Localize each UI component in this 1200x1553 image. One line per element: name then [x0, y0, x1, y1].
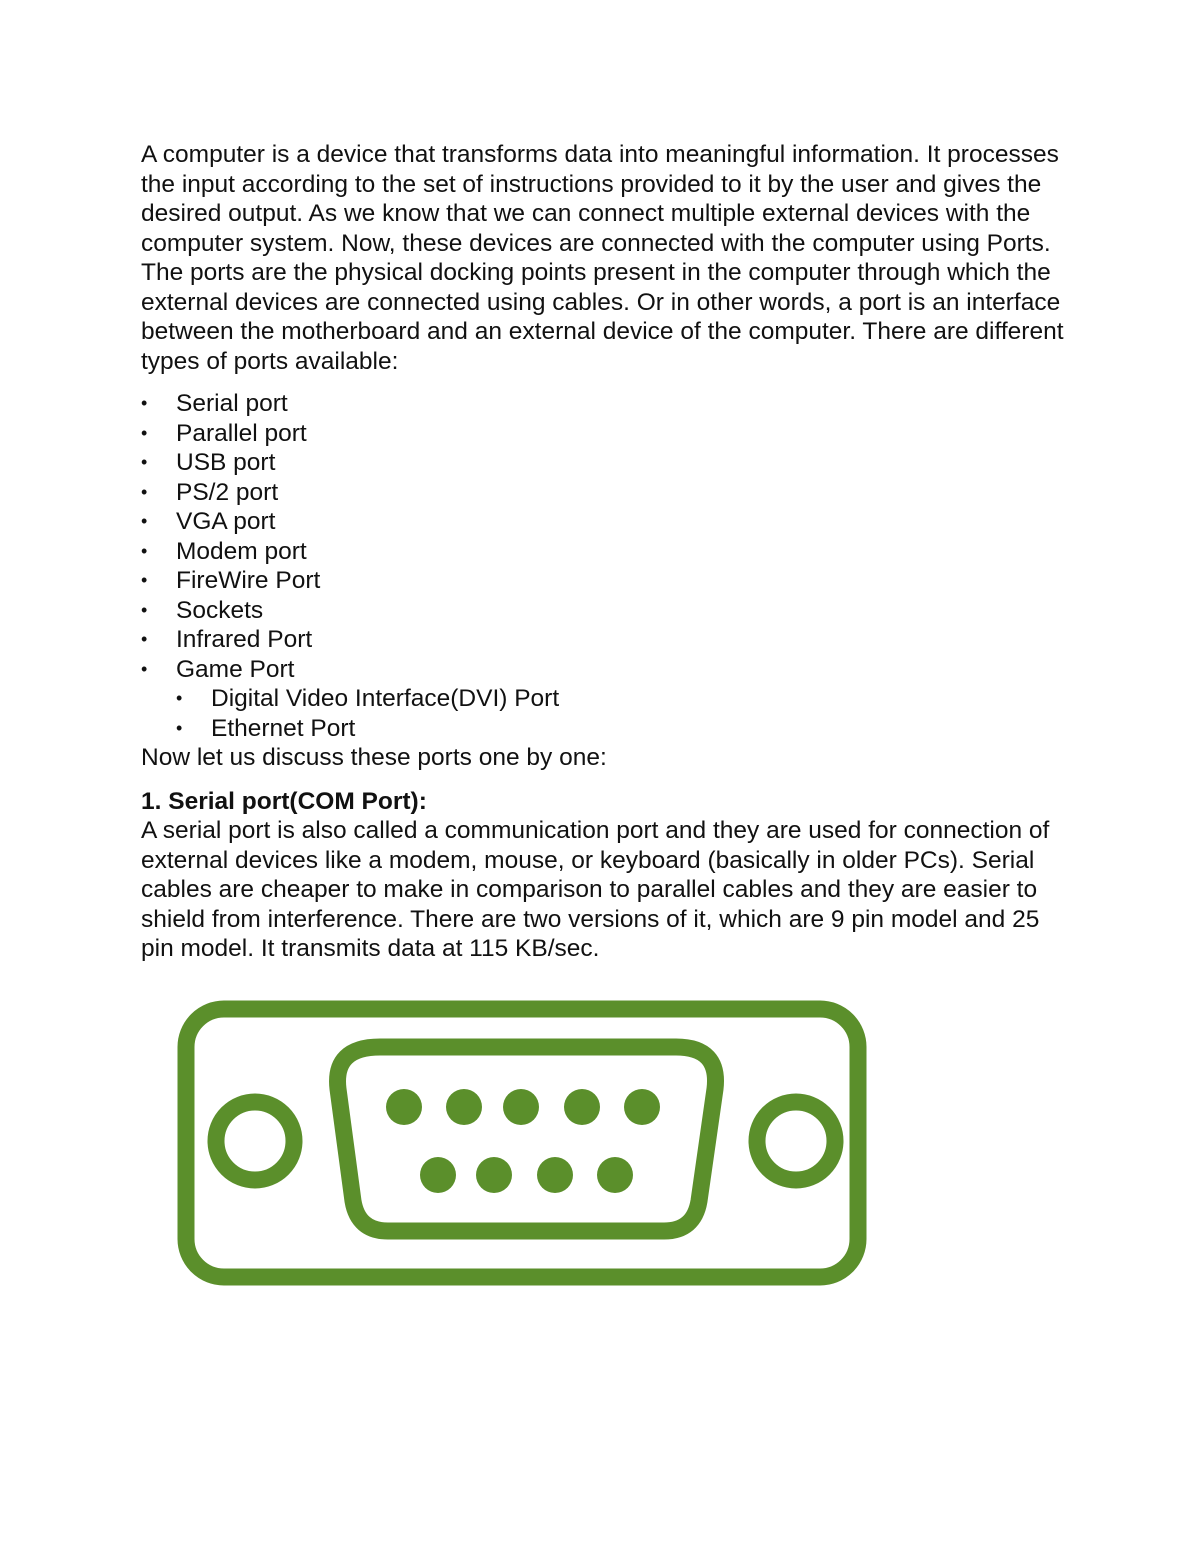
bullet-icon: • — [141, 658, 148, 679]
list-item-label: Sockets — [176, 596, 264, 624]
list-item-label: VGA port — [176, 508, 276, 535]
sub-list-item — [141, 714, 1071, 744]
discuss-paragraph: Now let us discuss these ports one by one: — [141, 744, 607, 771]
list-item — [141, 655, 1071, 685]
bullet-icon: • — [141, 452, 148, 472]
pin-2 — [446, 1089, 482, 1125]
list-item-label: FireWire Port — [176, 567, 321, 594]
list-item — [141, 625, 1071, 655]
bullet-icon: • — [141, 629, 148, 649]
serial-port-db9-icon — [172, 995, 872, 1291]
list-item — [141, 507, 1071, 537]
bullet-icon: • — [176, 717, 183, 738]
bullet-icon: • — [141, 393, 148, 413]
intro-paragraph: A computer is a device that transforms data into meaningful information. It processes the input according to the set of instructions provided to it by the user and gives the desired output. As we know that we can connect multiple external devices with the computer system. Now, these devices are connected with the computer using Ports. The ports are the physical docking points present in the computer through which the external devices are connected using cables. Or in other words, a port is an interface between the motherboard and an external device of the computer. There are different types of ports available: — [141, 141, 1064, 375]
list-item-label: Serial port — [176, 390, 288, 417]
serial-port-figure — [172, 995, 872, 1291]
list-item — [141, 566, 1071, 596]
serial-port-paragraph: A serial port is also called a communication port and they are used for connection of external devices like a modem, mouse, or keyboard (basically in older PCs). Serial cables are cheaper to make in comparison to parallel cables and they are easier to shield from interference. There are two versions of it, which are 9 pin model and 25 pin model. It transmits data at 115 KB/sec. — [141, 817, 1050, 962]
list-item-label: Game Port — [176, 655, 295, 683]
bullet-icon: • — [141, 422, 148, 443]
pin-3 — [503, 1089, 539, 1125]
document-body — [141, 140, 1071, 964]
bullet-icon: • — [141, 540, 148, 561]
mounting-hole-left — [216, 1102, 294, 1180]
list-item — [141, 596, 1071, 626]
connector-d-shell — [338, 1047, 716, 1231]
pin-9 — [597, 1157, 633, 1193]
sub-list-item — [141, 684, 1071, 714]
ports-list — [141, 389, 1071, 743]
list-item — [141, 537, 1071, 567]
bullet-icon: • — [141, 570, 148, 590]
pin-4 — [564, 1089, 600, 1125]
list-item — [141, 448, 1071, 478]
list-item — [141, 389, 1071, 419]
bullet-icon: • — [141, 511, 148, 531]
bullet-icon: • — [176, 688, 183, 708]
list-item-label: Ethernet Port — [211, 714, 356, 742]
list-item-label: USB port — [176, 449, 276, 476]
pin-1 — [386, 1089, 422, 1125]
section-heading-serial-port: 1. Serial port(COM Port): — [141, 787, 427, 815]
pin-6 — [420, 1157, 456, 1193]
list-item-label: Infrared Port — [176, 626, 313, 653]
list-item-label: Parallel port — [176, 419, 307, 447]
list-item-label: Digital Video Interface(DVI) Port — [211, 685, 560, 712]
pin-5 — [624, 1089, 660, 1125]
pin-7 — [476, 1157, 512, 1193]
list-item-label: PS/2 port — [176, 478, 279, 506]
pin-8 — [537, 1157, 573, 1193]
mounting-hole-right — [757, 1102, 835, 1180]
list-item — [141, 419, 1071, 449]
list-item-label: Modem port — [176, 537, 307, 565]
list-item — [141, 478, 1071, 508]
bullet-icon: • — [141, 481, 148, 502]
bullet-icon: • — [141, 599, 148, 620]
